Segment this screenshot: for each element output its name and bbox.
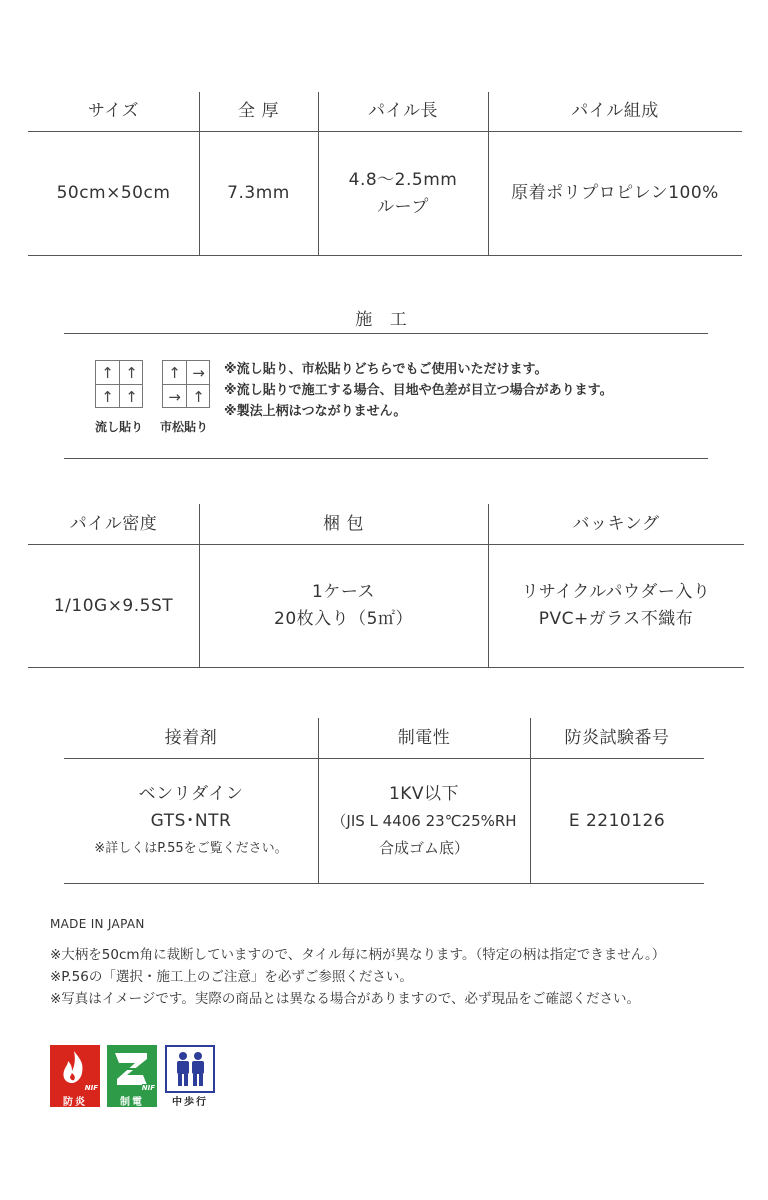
header-pile-composition: パイル組成 [571,101,659,121]
header-packing: 梱 包 [323,513,364,534]
value-adhesive [64,759,318,883]
checkerboard-lay-label: 市松貼り [160,420,209,434]
header-pile-density: パイル密度 [69,513,158,534]
install-title: 施 工 [355,310,413,330]
install-bottom-rule [64,458,708,459]
header-fire-number: 防炎試験番号 [564,727,670,748]
header-size: サイズ [87,101,140,121]
antistatic-label: 制電 [107,1093,157,1107]
adhesive-line2: GTS･NTR [150,810,232,831]
backing-line2: PVC+ガラス不織布 [538,609,694,629]
straight-lay-icon: ↑ ↑ ↑ ↑ [95,360,143,408]
medium-traffic-label: 中歩行 [165,1093,215,1107]
medium-traffic-badge [165,1045,215,1107]
antistatic-line3: 合成ゴム底） [378,838,469,857]
table-rule [64,883,704,884]
pile-length-line2: ループ [377,196,429,217]
walking-people-icon [167,1047,213,1091]
install-note: ※流し貼り、市松貼りどちらでもご使用いただけます。 [224,362,548,377]
packing-line1: 1ケース [312,582,375,602]
value-pile-density: 1/10G×9.5ST [53,595,174,616]
nif-mark: NIF [84,1084,98,1092]
value-thickness: 7.3mm [227,183,290,203]
spec-table-3 [64,718,704,884]
value-pile-composition: 原着ポリプロピレン100% [511,183,719,203]
value-backing [488,545,744,667]
table-rule [28,667,744,668]
checkerboard-lay-icon: ↑ → → ↑ [162,360,210,408]
footnote: ※写真はイメージです。実際の商品とは異なる場合がありますので、必ず現品をご確認ください。 [50,991,641,1007]
fire-retardant-label: 防炎 [50,1093,100,1107]
value-fire-number: E 2210126 [568,810,666,831]
value-antistatic [318,759,530,883]
header-backing: バッキング [572,513,660,534]
pile-length-line1: 4.8〜2.5mm [348,169,458,190]
made-in-label: MADE IN JAPAN [50,917,145,931]
adhesive-line1: ベンリダイン [138,783,244,804]
spec-table-2 [28,504,744,668]
install-top-rule [64,333,708,334]
antistatic-badge [107,1045,157,1107]
antistatic-line1: 1KV以下 [388,783,460,804]
install-note: ※製法上柄はつながりません。 [224,404,407,419]
table-rule [28,255,742,256]
footnote: ※P.56の「選択・施工上のご注意」を必ずご参照ください。 [50,969,413,985]
adhesive-note: ※詳しくはP.55をご覧ください。 [94,840,288,856]
straight-lay-label: 流し貼り [95,420,144,434]
nif-mark: NIF [141,1084,155,1092]
fire-retardant-badge [50,1045,100,1107]
value-size: 50cm×50cm [56,183,171,203]
packing-line2: 20枚入り（5㎡） [274,609,413,629]
header-thickness: 全 厚 [238,101,279,121]
install-note: ※流し貼りで施工する場合、目地や色差が目立つ場合があります。 [224,383,613,398]
header-adhesive: 接着剤 [164,727,218,748]
antistatic-line2: （JIS L 4406 23℃25%RH [331,811,517,830]
spec-table-1 [28,92,742,256]
backing-line1: リサイクルパウダー入り [521,582,711,602]
footnote: ※大柄を50cm角に裁断していますので、タイル毎に柄が異なります。（特定の柄は指定できません。） [50,947,666,963]
value-pile-length [318,132,488,255]
header-pile-length: パイル長 [368,101,438,121]
header-antistatic: 制電性 [397,727,451,748]
value-packing [199,545,488,667]
